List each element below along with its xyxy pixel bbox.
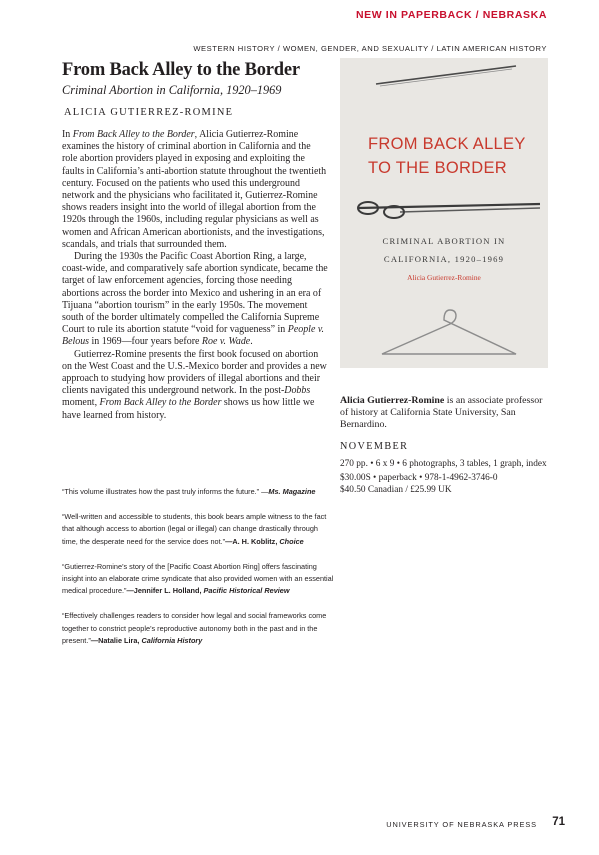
- price-us: $30.00S • paperback • 978-1-4962-3746-0: [340, 472, 498, 483]
- review-quote: “This volume illustrates how the past truly informs the future.” —Ms. Magazine: [62, 487, 316, 496]
- book-description: [62, 129, 328, 422]
- book-author: ALICIA GUTIERREZ-ROMINE: [64, 107, 234, 118]
- publication-month: NOVEMBER: [340, 441, 409, 452]
- review-quote: “Effectively challenges readers to consider how legal and social frameworks come together to constrict people’s reproductive autonomy both in the past and in the present.”—Natalie Lira, California History: [62, 611, 327, 645]
- subject-categories: WESTERN HISTORY / WOMEN, GENDER, AND SEXUALITY / LATIN AMERICAN HISTORY: [193, 44, 547, 53]
- review-quote: “Well-written and accessible to students, this book bears ample witness to the fact that although access to abortion (legal or illegal) can change drastically through time, the desperate need for the service does not.”—A. H. Koblitz, Choice: [62, 512, 327, 546]
- book-specs: 270 pp. • 6 x 9 • 6 photographs, 3 tables, 1 graph, index: [340, 459, 547, 469]
- price-other: $40.50 Canadian / £25.99 UK: [340, 485, 452, 495]
- review-quote: “Gutierrez-Romine’s story of the [Pacific Coast Abortion Ring] offers fascinating insight into an elaborate crime syndicate that also provided women with an essential medical procedure.”—Jennifer L. Holland, Pacific Historical Review: [62, 561, 334, 596]
- cover-title: FROM BACK ALLEY TO THE BORDER: [368, 135, 526, 177]
- book-title: From Back Alley to the Border: [62, 60, 300, 80]
- cover-author: Alicia Gutierrez-Romine: [407, 273, 481, 282]
- page-number: 71: [552, 816, 565, 828]
- description-paragraph: During the 1930s the Pacific Coast Abortion Ring, a large, coast-wide, and comparatively safe abortion syndicate, became the target of law enforcement agencies, forcing those needing abortions across the border into Mexico and ushering in an era of Tijuana “abortion tourism” in the early 1950s. The movement south of the border ultimately compelled the California Supreme Court to rule its abortion statute “void for vagueness” in People v. Belous in 1969—four years before Roe v. Wade.: [62, 251, 328, 348]
- series-label: NEW IN PAPERBACK / NEBRASKA: [355, 9, 547, 21]
- author-bio: Alicia Gutierrez-Romine is an associate professor of history at California State University, San Bernardino.: [340, 395, 543, 431]
- coat-hanger-icon: [340, 58, 548, 368]
- description-paragraph: Gutierrez-Romine presents the first book focused on abortion on the West Coast and the U.S.-Mexico border and provides a new approach to studying how providers of illegal abortions and their clients navigated this underground network. In the post-Dobbs moment, From Back Alley to the Border shows us how little we have learned from history.: [62, 348, 327, 421]
- review-quotes: [62, 486, 334, 660]
- description-paragraph: In From Back Alley to the Border, Alicia Gutierrez-Romine examines the history of criminal abortion in California and the role abortion providers played in exposing and exploiting the faults in California’s anti-abortion statute throughout the twentieth century. Focused on the patients who used this underground network and the physicians who facilitated it, Gutierrez-Romine shows readers insight into the world of illegal abortion from the 1920s through the 1960s, including regular physicians as well as women and African American abortionists, and the investigations, scandals, and trials that surrounded them.: [62, 129, 327, 250]
- book-subtitle: Criminal Abortion in California, 1920–1969: [62, 83, 282, 97]
- publication-details: [340, 458, 552, 497]
- cover-subtitle: CRIMINAL ABORTION IN CALIFORNIA, 1920–1969: [382, 236, 506, 264]
- publisher-name: UNIVERSITY OF NEBRASKA PRESS: [386, 820, 537, 829]
- book-cover: [340, 58, 548, 368]
